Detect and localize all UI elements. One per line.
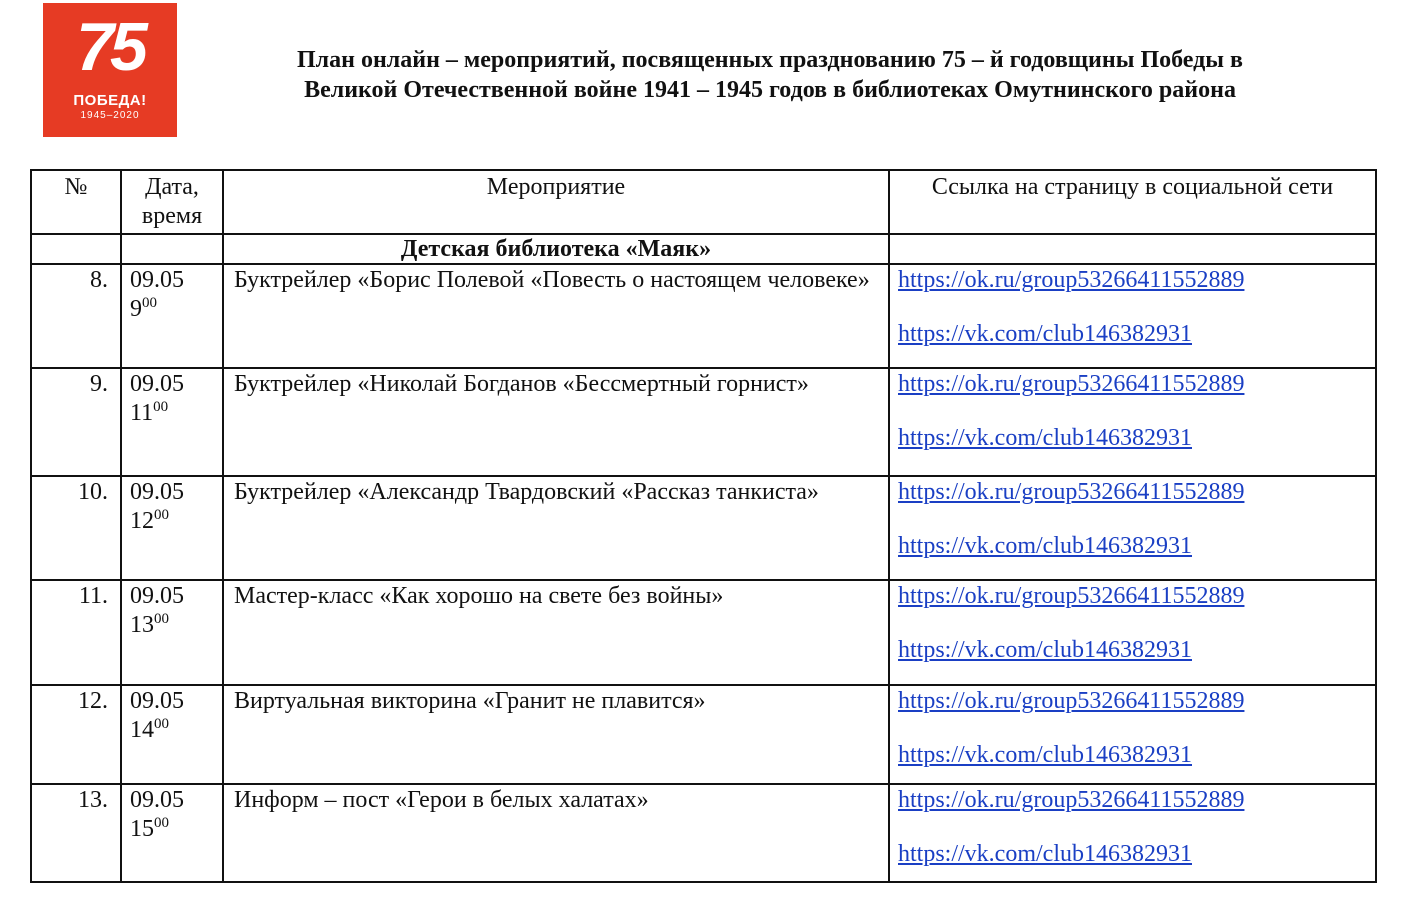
table-row (31, 784, 1376, 882)
row-time-minute: 00 (154, 507, 169, 523)
row-time-minute: 00 (154, 716, 169, 732)
row-date-time (121, 784, 223, 882)
row-event: Буктрейлер «Николай Богданов «Бессмертный горнист» (223, 368, 889, 476)
row-date-time (121, 476, 223, 580)
table-row (31, 580, 1376, 685)
row-time (130, 399, 222, 428)
victory-75-logo (43, 3, 177, 137)
ok-ru-link[interactable]: https://ok.ru/group53266411552889 (898, 688, 1245, 714)
logo-word: ПОБЕДА! (73, 92, 147, 109)
ok-ru-link[interactable]: https://ok.ru/group53266411552889 (898, 267, 1245, 293)
row-time-hour: 14 (130, 717, 154, 743)
page-title-line-1: План онлайн – мероприятий, посвященных празднованию 75 – й годовщины Победы в (297, 47, 1243, 73)
row-time (130, 815, 222, 844)
row-links (889, 368, 1376, 476)
row-time-hour: 11 (130, 400, 154, 426)
row-links (889, 476, 1376, 580)
ok-ru-link[interactable]: https://ok.ru/group53266411552889 (898, 787, 1245, 813)
section-empty-cell (889, 234, 1376, 264)
row-date: 09.05 (130, 688, 184, 714)
vk-com-link[interactable]: https://vk.com/club146382931 (898, 637, 1192, 663)
vk-com-link[interactable]: https://vk.com/club146382931 (898, 321, 1192, 347)
row-event: Виртуальная викторина «Гранит не плавится» (223, 685, 889, 784)
vk-com-link[interactable]: https://vk.com/club146382931 (898, 841, 1192, 867)
row-time (130, 295, 222, 324)
ok-ru-link[interactable]: https://ok.ru/group53266411552889 (898, 583, 1245, 609)
ok-ru-link[interactable]: https://ok.ru/group53266411552889 (898, 371, 1245, 397)
row-number: 10. (31, 476, 121, 580)
row-event: Информ – пост «Герои в белых халатах» (223, 784, 889, 882)
row-time-hour: 12 (130, 508, 154, 534)
row-date: 09.05 (130, 479, 184, 505)
row-date: 09.05 (130, 583, 184, 609)
vk-com-link[interactable]: https://vk.com/club146382931 (898, 425, 1192, 451)
table-row (31, 685, 1376, 784)
section-empty-cell (121, 234, 223, 264)
vk-com-link[interactable]: https://vk.com/club146382931 (898, 742, 1192, 768)
row-time-hour: 15 (130, 816, 154, 842)
row-number: 8. (31, 264, 121, 368)
row-date-time (121, 368, 223, 476)
row-number: 9. (31, 368, 121, 476)
row-date: 09.05 (130, 787, 184, 813)
page-title-line-2: Великой Отечественной войне 1941 – 1945 годов в библиотеках Омутнинского района (304, 77, 1236, 103)
column-header-date: Дата, время (121, 170, 223, 234)
page-title (190, 45, 1350, 105)
table-row (31, 368, 1376, 476)
row-event: Мастер-класс «Как хорошо на свете без войны» (223, 580, 889, 685)
column-header-link: Ссылка на страницу в социальной сети (889, 170, 1376, 234)
row-event: Буктрейлер «Александр Твардовский «Рассказ танкиста» (223, 476, 889, 580)
column-header-event: Мероприятие (223, 170, 889, 234)
logo-number: 75 (76, 9, 144, 85)
row-number: 13. (31, 784, 121, 882)
column-header-number: № (31, 170, 121, 234)
vk-com-link[interactable]: https://vk.com/club146382931 (898, 533, 1192, 559)
row-date-time (121, 264, 223, 368)
row-event: Буктрейлер «Борис Полевой «Повесть о настоящем человеке» (223, 264, 889, 368)
row-links (889, 580, 1376, 685)
ok-ru-link[interactable]: https://ok.ru/group53266411552889 (898, 479, 1245, 505)
row-links (889, 685, 1376, 784)
table-row (31, 264, 1376, 368)
table-header-row (31, 170, 1376, 234)
row-number: 11. (31, 580, 121, 685)
row-date: 09.05 (130, 267, 184, 293)
row-date-time (121, 685, 223, 784)
row-time-minute: 00 (154, 815, 169, 831)
row-time-minute: 00 (154, 611, 169, 627)
row-date-time (121, 580, 223, 685)
events-table (30, 169, 1377, 883)
section-row (31, 234, 1376, 264)
row-time (130, 716, 222, 745)
section-title: Детская библиотека «Маяк» (223, 234, 889, 264)
row-time-hour: 13 (130, 612, 154, 638)
row-links (889, 264, 1376, 368)
row-time-minute: 00 (153, 399, 169, 415)
row-number: 12. (31, 685, 121, 784)
row-time-minute: 00 (142, 295, 157, 311)
section-empty-cell (31, 234, 121, 264)
row-time (130, 611, 222, 640)
table-row (31, 476, 1376, 580)
row-time-hour: 9 (130, 296, 142, 322)
row-time (130, 507, 222, 536)
row-links (889, 784, 1376, 882)
logo-years: 1945–2020 (80, 110, 140, 121)
row-date: 09.05 (130, 371, 184, 397)
